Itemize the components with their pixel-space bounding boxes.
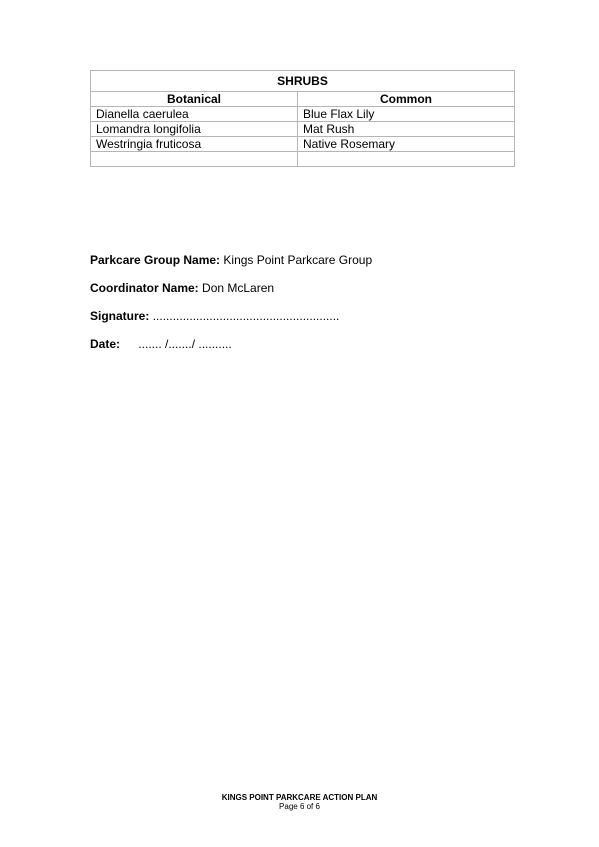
table-title: SHRUBS xyxy=(91,71,515,92)
signoff-block xyxy=(90,253,372,365)
common-cell: Mat Rush xyxy=(298,122,515,137)
signature-line xyxy=(90,309,372,323)
group-name-value: Kings Point Parkcare Group xyxy=(223,253,373,267)
date-value: ....... /......./ .......... xyxy=(138,337,232,351)
table-row xyxy=(91,122,515,137)
table-header-row xyxy=(91,92,515,107)
signature-label: Signature: xyxy=(90,309,150,323)
coordinator-value: Don McLaren xyxy=(202,281,275,295)
botanical-cell: Westringia fruticosa xyxy=(91,137,298,152)
signature-value: ........................................................ xyxy=(152,309,340,323)
header-common: Common xyxy=(298,92,515,107)
common-cell: Native Rosemary xyxy=(298,137,515,152)
table-row xyxy=(91,152,515,167)
table-title-row xyxy=(91,71,515,92)
botanical-cell: Dianella caerulea xyxy=(91,107,298,122)
group-name-label: Parkcare Group Name: xyxy=(90,253,221,267)
common-cell xyxy=(298,152,515,167)
group-name-line xyxy=(90,253,372,267)
table-row xyxy=(91,107,515,122)
botanical-cell: Lomandra longifolia xyxy=(91,122,298,137)
coordinator-line xyxy=(90,281,372,295)
date-line xyxy=(90,337,372,351)
table-row xyxy=(91,137,515,152)
footer-title: KINGS POINT PARKCARE ACTION PLAN xyxy=(221,793,378,802)
page-number: Page 6 of 6 xyxy=(279,802,320,811)
common-cell: Blue Flax Lily xyxy=(298,107,515,122)
date-label: Date: xyxy=(90,337,121,351)
shrubs-table xyxy=(90,70,515,167)
header-botanical: Botanical xyxy=(91,92,298,107)
botanical-cell xyxy=(91,152,298,167)
coordinator-label: Coordinator Name: xyxy=(90,281,199,295)
page-footer xyxy=(0,793,599,811)
